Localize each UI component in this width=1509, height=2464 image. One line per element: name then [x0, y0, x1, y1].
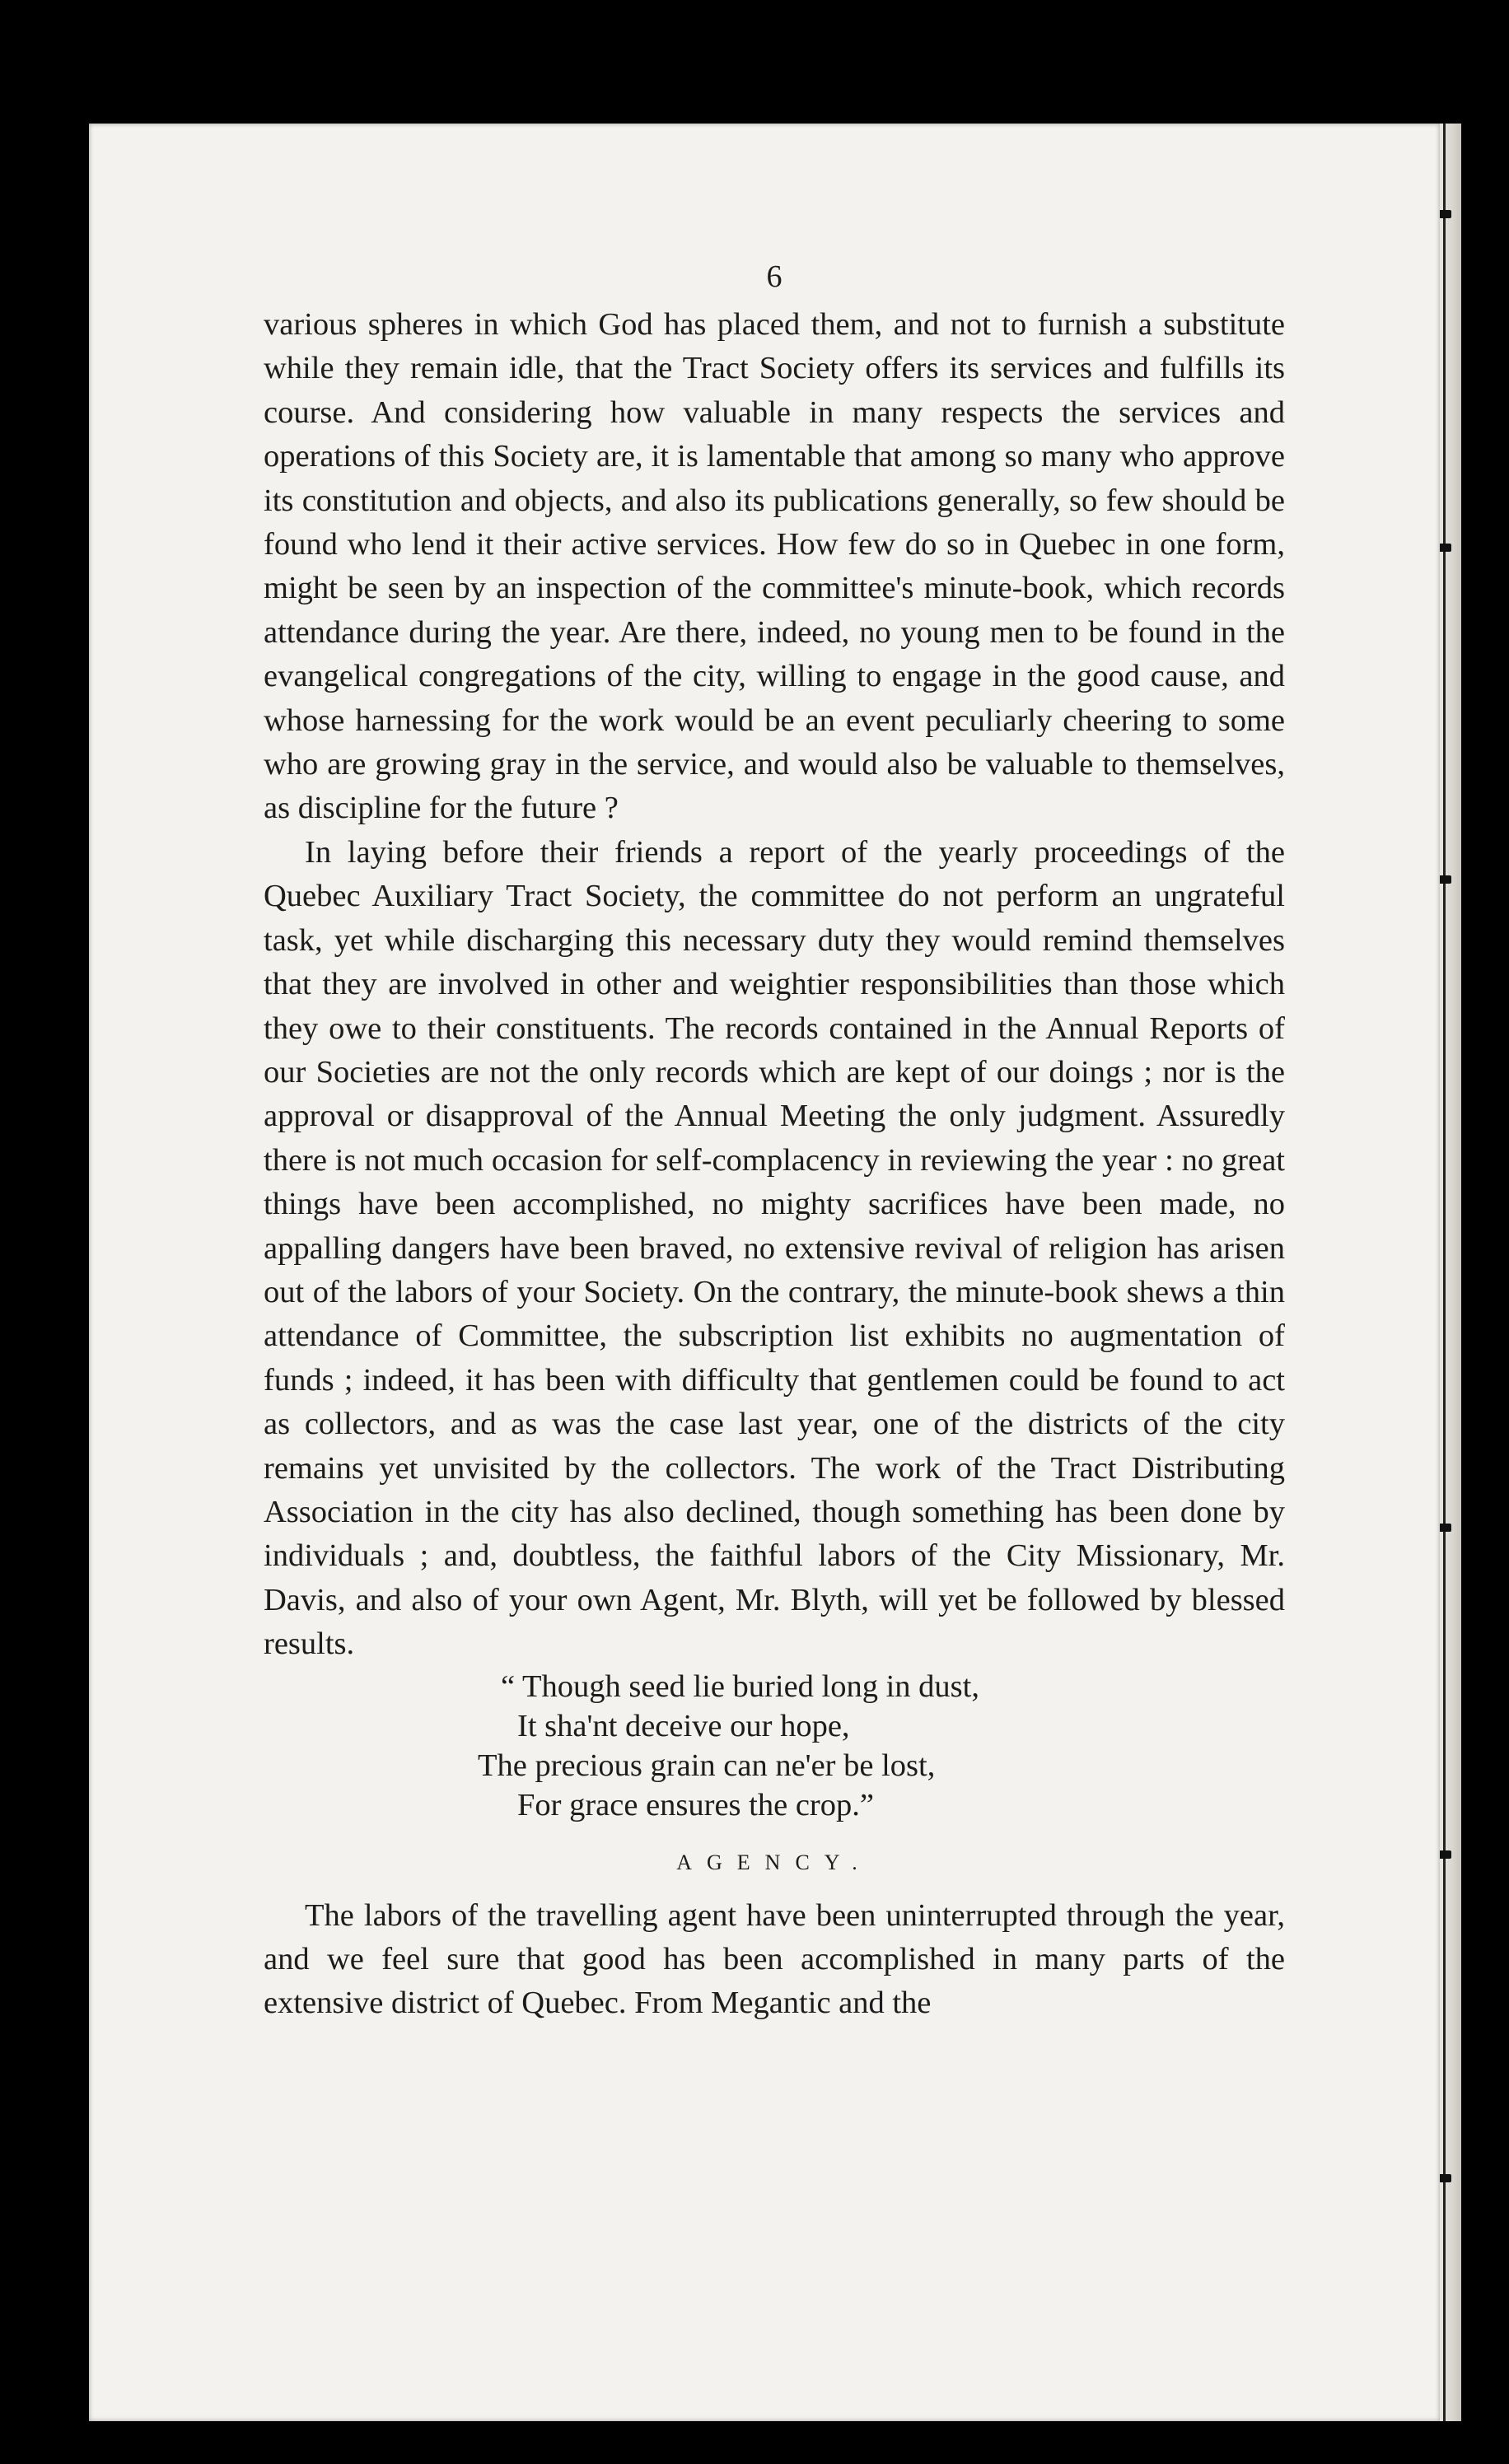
- verse-quote: [478, 1667, 1285, 1825]
- section-heading: AGENCY.: [676, 1850, 872, 1874]
- verse-line: The precious grain can ne'er be lost,: [478, 1748, 936, 1783]
- page-number: 6: [766, 259, 783, 294]
- verse-line: For grace ensures the crop.”: [517, 1787, 874, 1822]
- binding-edge: [1443, 124, 1446, 2421]
- paragraph-agency: The labors of the travelling agent have been uninterrupted through the year, and we feel sure that good has been accomplished in many parts of the extensive district of Quebec. From Megantic and the: [264, 1897, 1285, 2021]
- page-text: [264, 255, 1285, 2026]
- verse-line: “ Though seed lie buried long in dust,: [501, 1668, 979, 1704]
- paragraph-continuation: various spheres in which God has placed them, and not to furnish a substitute while they remain idle, that the Tract Society offers its services and fulfills its course. And considering how valuable in many respects the services and operations of this Society are, it is lamentable that among so many who approve its constitution and objects, and also its publications generally, so few should be found who lend it their active services. How few do so in Quebec in one form, might be seen by an inspection of the committee's minute-book, which records attendance during the year. Are there, indeed, no young men to be found in the evangelical congregations of the city, willing to engage in the good cause, and whose harnessing for the work would be an event peculiarly cheering to some who are growing gray in the service, and would also be valuable to themselves, as discipline for the future ?: [264, 307, 1285, 826]
- verse-line: It sha'nt deceive our hope,: [517, 1708, 850, 1743]
- paragraph-report: In laying before their friends a report of the yearly proceedings of the Quebec Auxiliary Tract Society, the committee do not perform an ungrateful task, yet while discharging this necessary duty they would remind themselves that they are involved in other and weightier responsibilities than those which they owe to their constituents. The records contained in the Annual Reports of our Societies are not the only records which are kept of our doings ; nor is the approval or disapproval of the Annual Meeting the only judgment. Assuredly there is not much occasion for self-complacency in reviewing the year : no great things have been accomplished, no mighty sacrifices have been made, no appalling dangers have been braved, no extensive revival of religion has arisen out of the labors of your Society. On the contrary, the minute-book shews a thin attendance of Committee, the subscription list exhibits no augmentation of funds ; indeed, it has been with difficulty that gentlemen could be found to act as collectors, and as was the case last year, one of the districts of the city remains yet unvisited by the collectors. The work of the Tract Distributing Association in the city has also declined, though something has been done by individuals ; and, doubtless, the faithful labors of the City Missionary, Mr. Davis, and also of your own Agent, Mr. Blyth, will yet be followed by blessed results.: [264, 834, 1285, 1662]
